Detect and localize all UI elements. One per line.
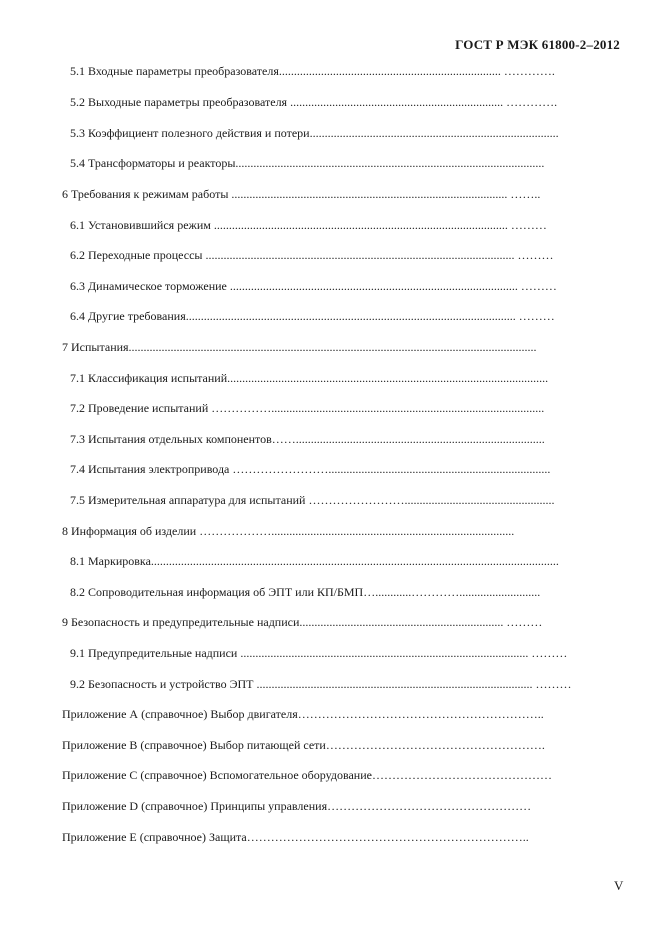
toc-entry-7-4: 7.4 Испытания электропривода …………………….......................................................................... xyxy=(70,462,551,476)
toc-entry-6-3: 6.3 Динамическое торможение ................................................................................................ ……… xyxy=(70,279,557,293)
toc-entry-appendix-b: Приложение В (справочное) Выбор питающей сети………………………………………………. xyxy=(62,738,545,752)
toc-entry-7-5: 7.5 Измерительная аппаратура для испытаний …………………….................................................. xyxy=(70,493,555,507)
toc-entry-8: 8 Информация об изделии ………………................................................................................. xyxy=(62,524,515,538)
toc-entry-7-2: 7.2 Проведение испытаний ……………........................................................................................... xyxy=(70,401,545,415)
toc-entry-7-1: 7.1 Классификация испытаний........................................................................................................... xyxy=(70,371,549,385)
toc-entry-9: 9 Безопасность и предупредительные надписи.................................................................... ……… xyxy=(62,615,543,629)
toc-entry-7-3: 7.3 Испытания отдельных компонентов……................................................................................... xyxy=(70,432,545,446)
toc-entry-5-4: 5.4 Трансформаторы и реакторы....................................................................................................... xyxy=(70,156,545,170)
page-number: V xyxy=(614,878,624,893)
toc-entry-5-3: 5.3 Коэффициент полезного действия и потери................................................................................... xyxy=(70,126,559,140)
toc-entry-5-2: 5.2 Выходные параметры преобразователя ....................................................................... …………. xyxy=(70,95,558,109)
toc-entry-9-1: 9.1 Предупредительные надписи ................................................................................................ ……… xyxy=(70,646,568,660)
toc-entry-7: 7 Испытания........................................................................................................................................ xyxy=(62,340,537,354)
toc-entry-appendix-a: Приложение А (справочное) Выбор двигателя…………………………………………………….. xyxy=(62,707,544,721)
toc-entry-6-1: 6.1 Установившийся режим .................................................................................................. ……… xyxy=(70,218,547,232)
toc-entry-appendix-c: Приложение С (справочное) Вспомогательное оборудование……………………………………… xyxy=(62,768,552,782)
toc-entry-8-1: 8.1 Маркировка........................................................................................................................................ xyxy=(70,554,559,568)
toc-entry-appendix-d: Приложение D (справочное) Принципы управления…………………………………………… xyxy=(62,799,532,813)
toc-entry-9-2: 9.2 Безопасность и устройство ЭПТ ............................................................................................ ……… xyxy=(70,677,572,691)
toc-entry-6-4: 6.4 Другие требования.............................................................................................................. ……… xyxy=(70,309,555,323)
toc-entry-6-2: 6.2 Переходные процессы ....................................................................................................... ……… xyxy=(70,248,554,262)
toc-entry-6: 6 Требования к режимам работы ............................................................................................ …….. xyxy=(62,187,541,201)
toc-entry-8-2: 8.2 Сопроводительная информация об ЭПТ или КП/БМП…............…………........................... xyxy=(70,585,541,599)
document-header: ГОСТ Р МЭК 61800-2–2012 xyxy=(455,37,620,52)
toc-entry-5-1: 5.1 Входные параметры преобразователя.......................................................................... …………. xyxy=(70,64,555,78)
toc-entry-appendix-e: Приложение Е (справочное) Защита…………………………………………………………….. xyxy=(62,830,529,844)
